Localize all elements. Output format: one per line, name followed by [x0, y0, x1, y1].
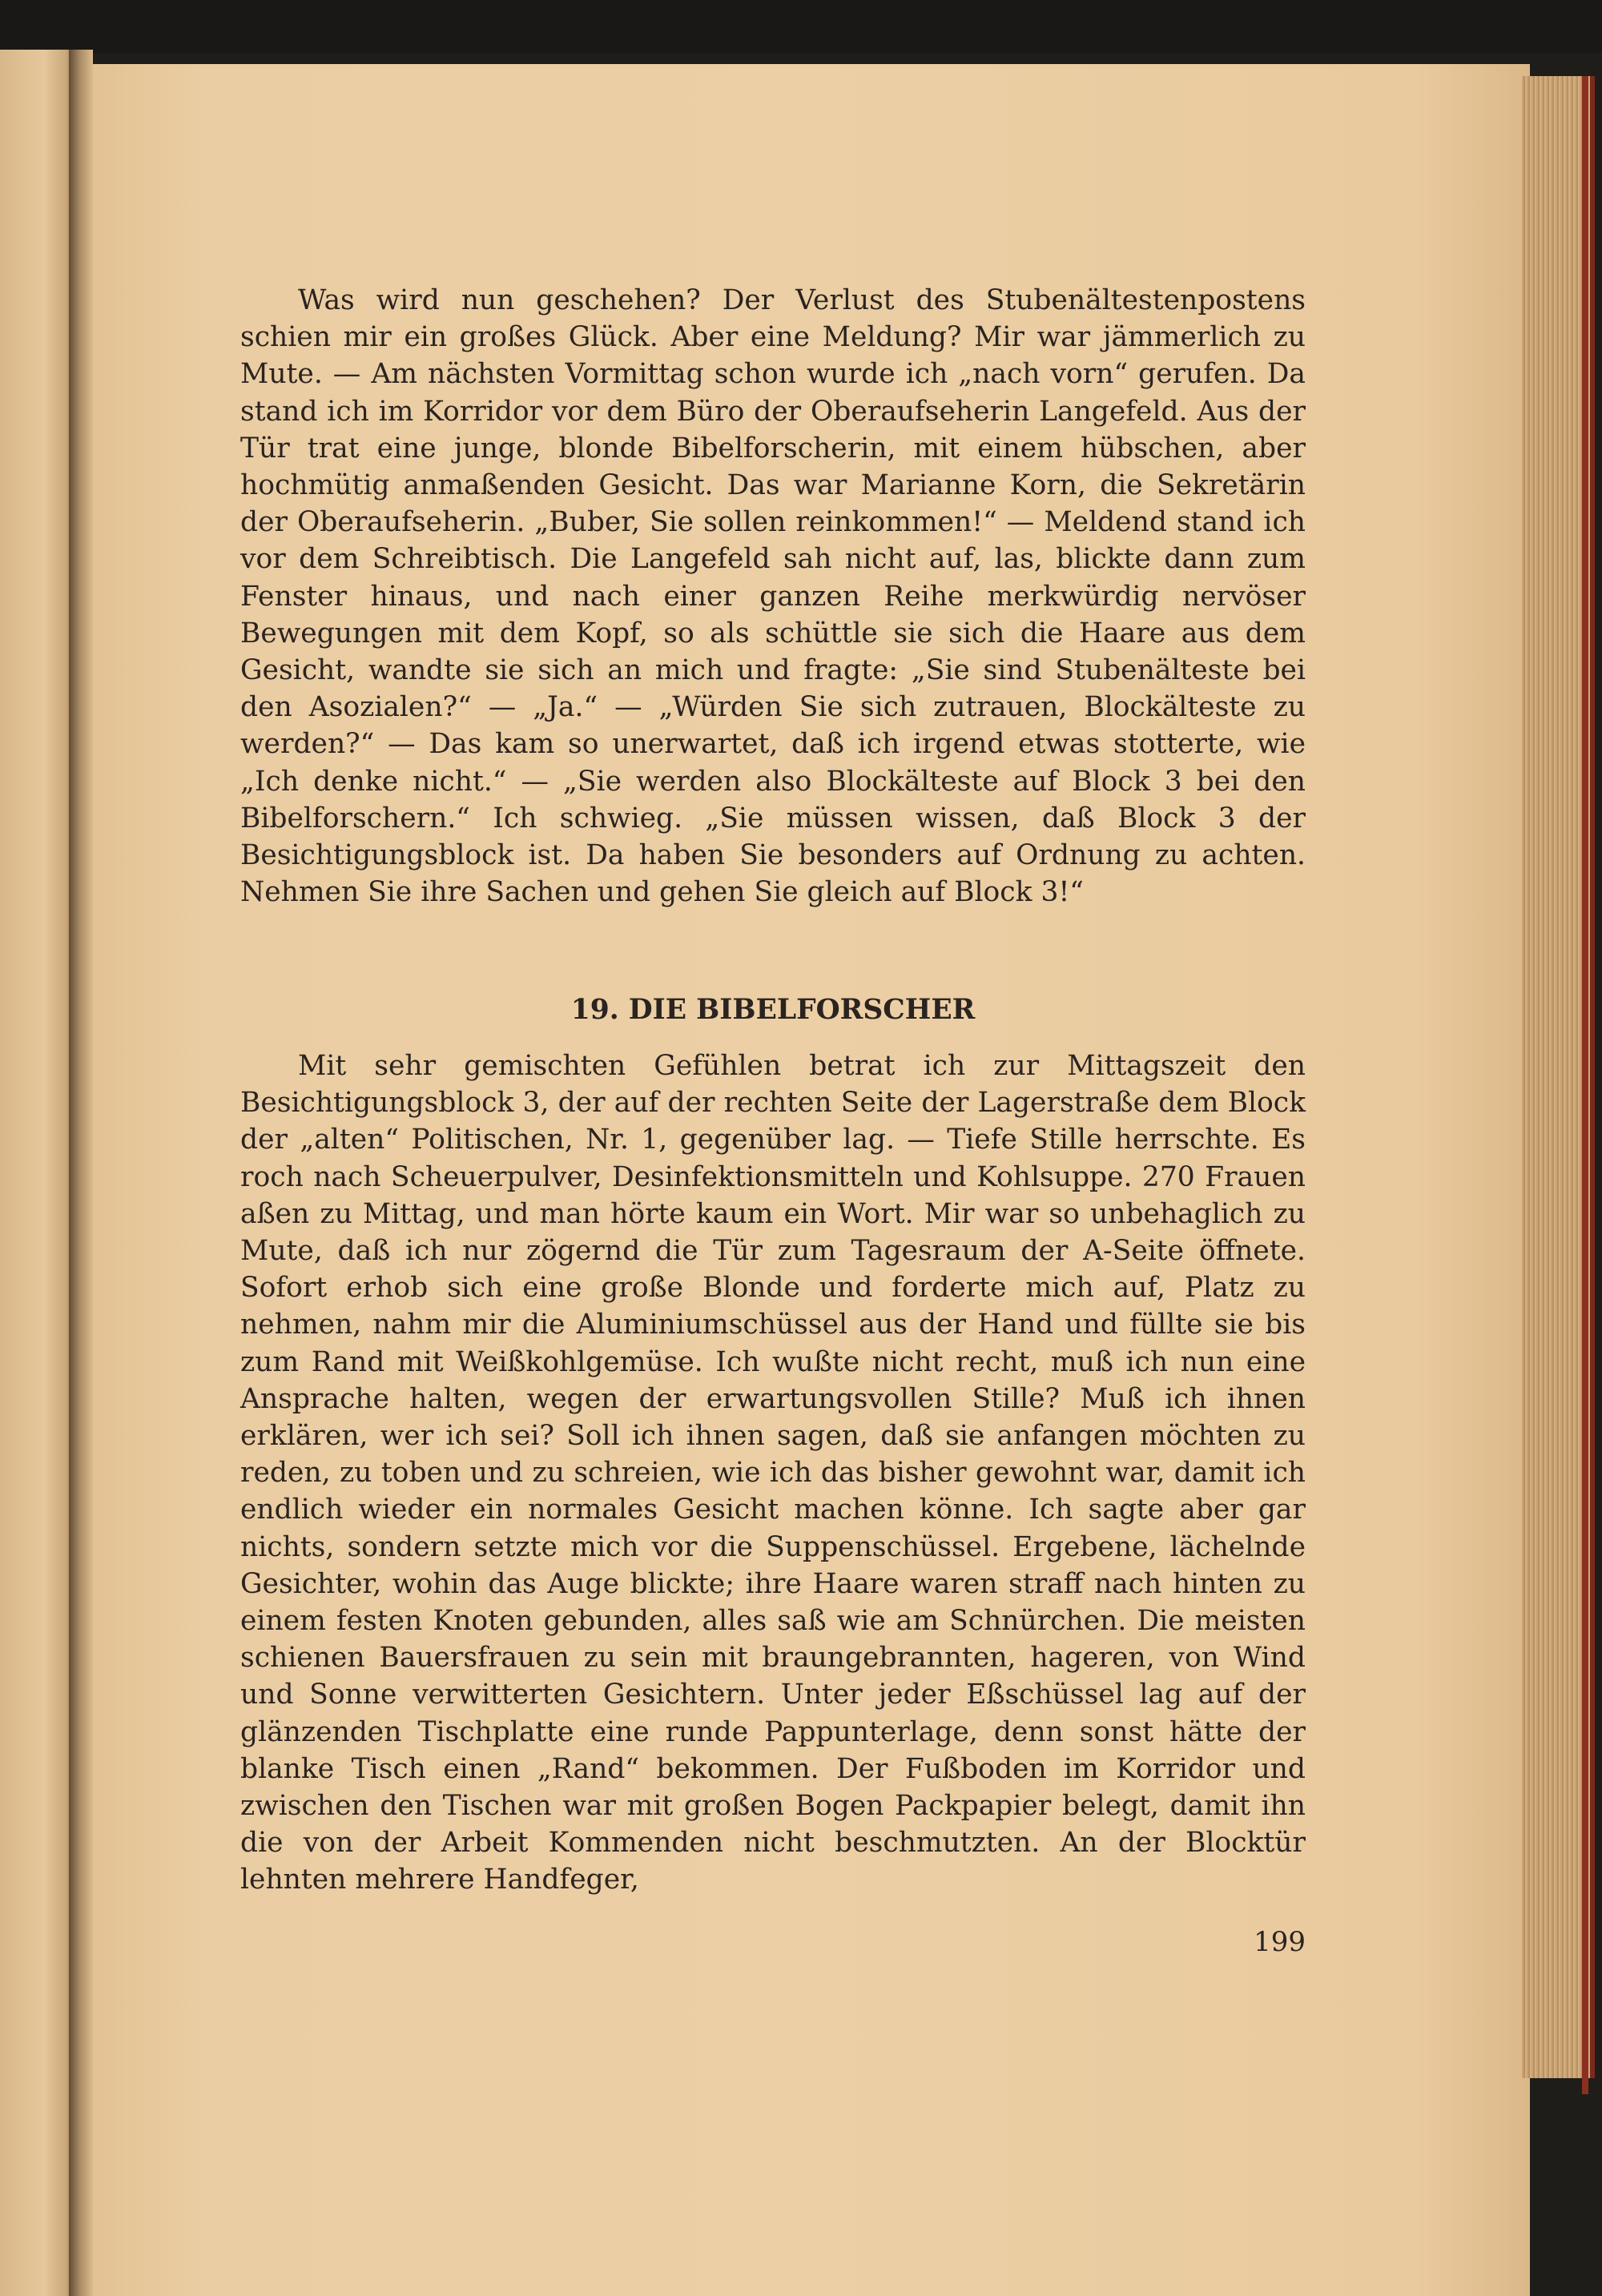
paragraph-top: Was wird nun geschehen? Der Verlust des Stubenältestenpostens schien mir ein großes Glück. Aber eine Meldung? Mir war jämmerlich zu Mute. — Am nächsten Vormittag schon wurde ich „nach vorn“ gerufen. Da stand ich im Korridor vor dem Büro der Oberaufseherin Langefeld. Aus der Tür trat eine junge, blonde Bibelforscherin, mit einem hübschen, aber hochmütig anmaßenden Gesicht. Das war Marianne Korn, die Sekretärin der Oberaufseherin. „Buber, Sie sollen reinkommen!“ — Meldend stand ich vor dem Schreibtisch. Die Langefeld sah nicht auf, las, blickte dann zum Fenster hinaus, und nach einer ganzen Reihe merkwürdig nervöser Bewegungen mit dem Kopf, so als schüttle sie sich die Haare aus dem Gesicht, wandte sie sich an mich und fragte: „Sie sind Stubenälteste bei den Asozialen?“ — „Ja.“ — „Würden Sie sich zutrauen, Blockälteste zu werden?“ — Das kam so unerwartet, daß ich irgend etwas stotterte, wie „Ich denke nicht.“ — „Sie werden also Blockälteste auf Block 3 bei den Bibelforschern.“ Ich schwieg. „Sie müssen wissen, daß Block 3 der Besichtigungsblock ist. Da haben Sie besonders auf Ordnung zu achten. Nehmen Sie ihre Sachen und gehen Sie gleich auf Block 3!“	[240, 284, 1306, 909]
page-number: 199	[1254, 1926, 1306, 1958]
scanner-top-band	[0, 0, 1602, 53]
chapter-heading: 19. DIE BIBELFORSCHER	[570, 994, 976, 1026]
book-gutter	[69, 50, 93, 2296]
red-book-edge	[1582, 76, 1588, 2094]
left-page-edge	[0, 50, 74, 2296]
paragraph-main: Mit sehr gemischten Gefühlen betrat ich zur Mittagszeit den Besichtigungsblock 3, der auf der rechten Seite der Lagerstraße dem Block der „alten“ Politischen, Nr. 1, gegenüber lag. — Tiefe Stille herrschte. Es roch nach Scheuerpulver, Desinfektionsmitteln und Kohlsuppe. 270 Frauen aßen zu Mittag, und man hörte kaum ein Wort. Mir war so unbehaglich zu Mute, daß ich nur zögernd die Tür zum Tagesraum der A-Seite öffnete. Sofort erhob sich eine große Blonde und forderte mich auf, Platz zu nehmen, nahm mir die Aluminiumschüssel aus der Hand und füllte sie bis zum Rand mit Weißkohlgemüse. Ich wußte nicht recht, muß ich nun eine Ansprache halten, wegen der erwartungsvollen Stille? Muß ich ihnen erklären, wer ich sei? Soll ich ihnen sagen, daß sie anfangen möchten zu reden, zu toben und zu schreien, wie ich das bisher gewohnt war, damit ich endlich wieder ein normales Gesicht machen könne. Ich sagte aber gar nichts, sondern setzte mich vor die Suppenschüssel. Ergebene, lächelnde Gesichter, wohin das Auge blickte; ihre Haare waren straff nach hinten zu einem festen Knoten gebunden, alles saß wie am Schnürchen. Die meisten schienen Bauersfrauen zu sein mit braungebrannten, hageren, von Wind und Sonne verwitterten Gesichtern. Unter jeder Eßschüssel lag auf der glänzenden Tischplatte eine runde Pappunterlage, denn sonst hätte der blanke Tisch einen „Rand“ bekommen. Der Fußboden im Korridor und zwischen den Tischen war mit großen Bogen Packpapier belegt, damit ihn die von der Arbeit Kommenden nicht beschmutzten. An der Blocktür lehnten mehrere Handfeger,	[240, 1050, 1306, 1896]
